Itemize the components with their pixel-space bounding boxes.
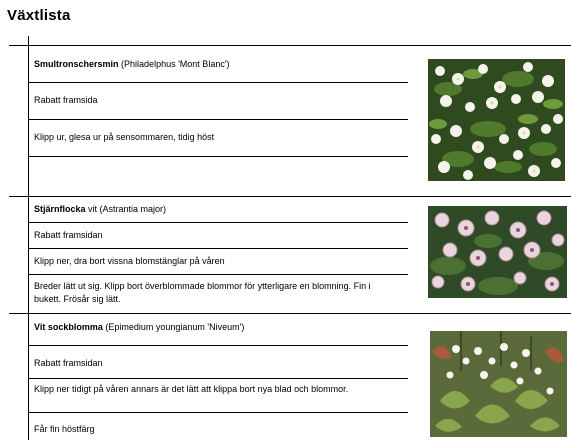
row-divider bbox=[28, 248, 408, 249]
plant-location: Rabatt framsida bbox=[34, 95, 98, 105]
plant-latin-name: vit (Astrantia major) bbox=[85, 204, 167, 214]
row-divider bbox=[28, 378, 408, 379]
plant-location: Rabatt framsidan bbox=[34, 230, 103, 240]
plant-note: Breder lätt ut sig. Klipp bort överblommade blommor för ytterligare en blomning. Fin i bukett. Frösår sig lätt. bbox=[34, 281, 371, 304]
row-divider bbox=[28, 345, 408, 346]
plant-name-cell bbox=[34, 58, 406, 71]
astrantia-photo bbox=[428, 206, 567, 298]
plant-latin-name: (Philadelphus 'Mont Blanc') bbox=[121, 59, 230, 69]
plant-name: Stjärnflocka bbox=[34, 204, 86, 214]
plant-name: Vit sockblomma bbox=[34, 322, 103, 332]
philadelphus-photo bbox=[428, 59, 565, 181]
row-divider bbox=[28, 222, 408, 223]
page-title: Växtlista bbox=[7, 7, 71, 24]
plant-note: Får fin höstfärg bbox=[34, 424, 95, 434]
plant-latin-name: (Epimedium youngianum 'Niveum') bbox=[102, 322, 245, 332]
epimedium-photo bbox=[430, 331, 567, 437]
table-left-border bbox=[28, 36, 29, 440]
row-divider bbox=[28, 274, 408, 275]
plant-care: Klipp ur, glesa ur på sensommaren, tidig höst bbox=[34, 132, 215, 142]
plant-care: Klipp ner, dra bort vissna blomstänglar på våren bbox=[34, 256, 225, 266]
plant-name-cell bbox=[34, 321, 406, 334]
plant-name-cell bbox=[34, 203, 406, 216]
plant-location: Rabatt framsidan bbox=[34, 358, 103, 368]
plant-divider bbox=[9, 196, 571, 197]
plant-care: Klipp ner tidigt på våren annars är det lätt att klippa bort nya blad och blommor. bbox=[34, 384, 349, 394]
plant-name: Smultronschersmin bbox=[34, 59, 119, 69]
row-divider bbox=[28, 119, 408, 120]
row-divider bbox=[28, 156, 408, 157]
plant-divider bbox=[9, 313, 571, 314]
table-top-border bbox=[9, 45, 571, 46]
row-divider bbox=[28, 82, 408, 83]
row-divider bbox=[28, 412, 408, 413]
